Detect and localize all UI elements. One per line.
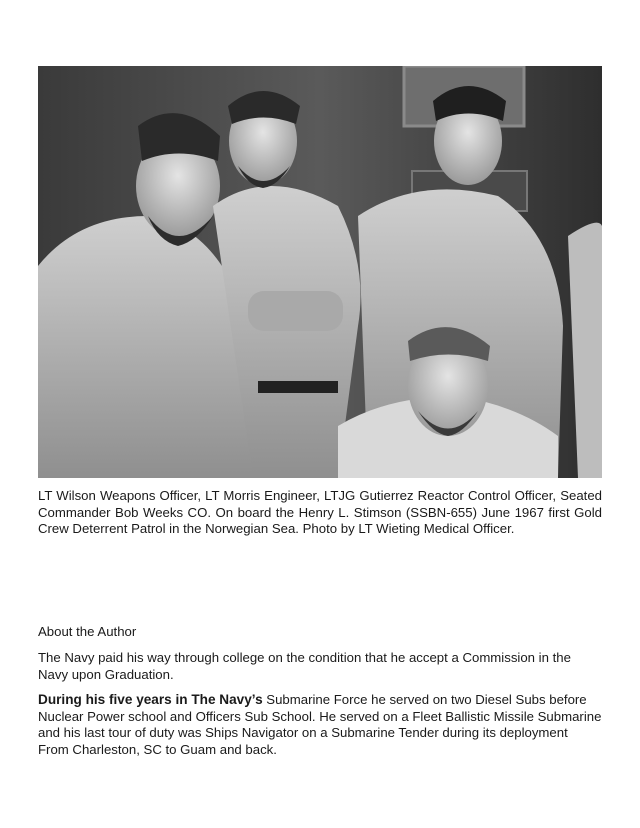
- about-paragraph-2: [38, 692, 602, 758]
- about-paragraph-1: The Navy paid his way through college on the condition that he accept a Commission in the Navy upon Graduation.: [38, 650, 571, 682]
- about-heading: About the Author: [38, 624, 137, 639]
- about-paragraph-2-lead: During his five years in The Navy’s: [38, 692, 263, 707]
- officers-photo: [38, 66, 602, 478]
- about-paragraph-2-rest: Submarine Force he served on two Diesel Subs before Nuclear Power school and Officers Sub School. He served on a Fleet Ballistic Missile Submarine and his last tour of duty was Ships Navigator on a Submarine Tender during its deployment From Charleston, SC to Guam and back.: [38, 692, 602, 757]
- photo-caption: LT Wilson Weapons Officer, LT Morris Engineer, LTJG Gutierrez Reactor Control Officer, Seated Commander Bob Weeks CO. On board the Henry L. Stimson (SSBN-655) June 1967 first Gold Crew Deterrent Patrol in the Norwegian Sea. Photo by LT Wieting Medical Officer.: [38, 488, 602, 536]
- photo-illustration: [38, 66, 602, 478]
